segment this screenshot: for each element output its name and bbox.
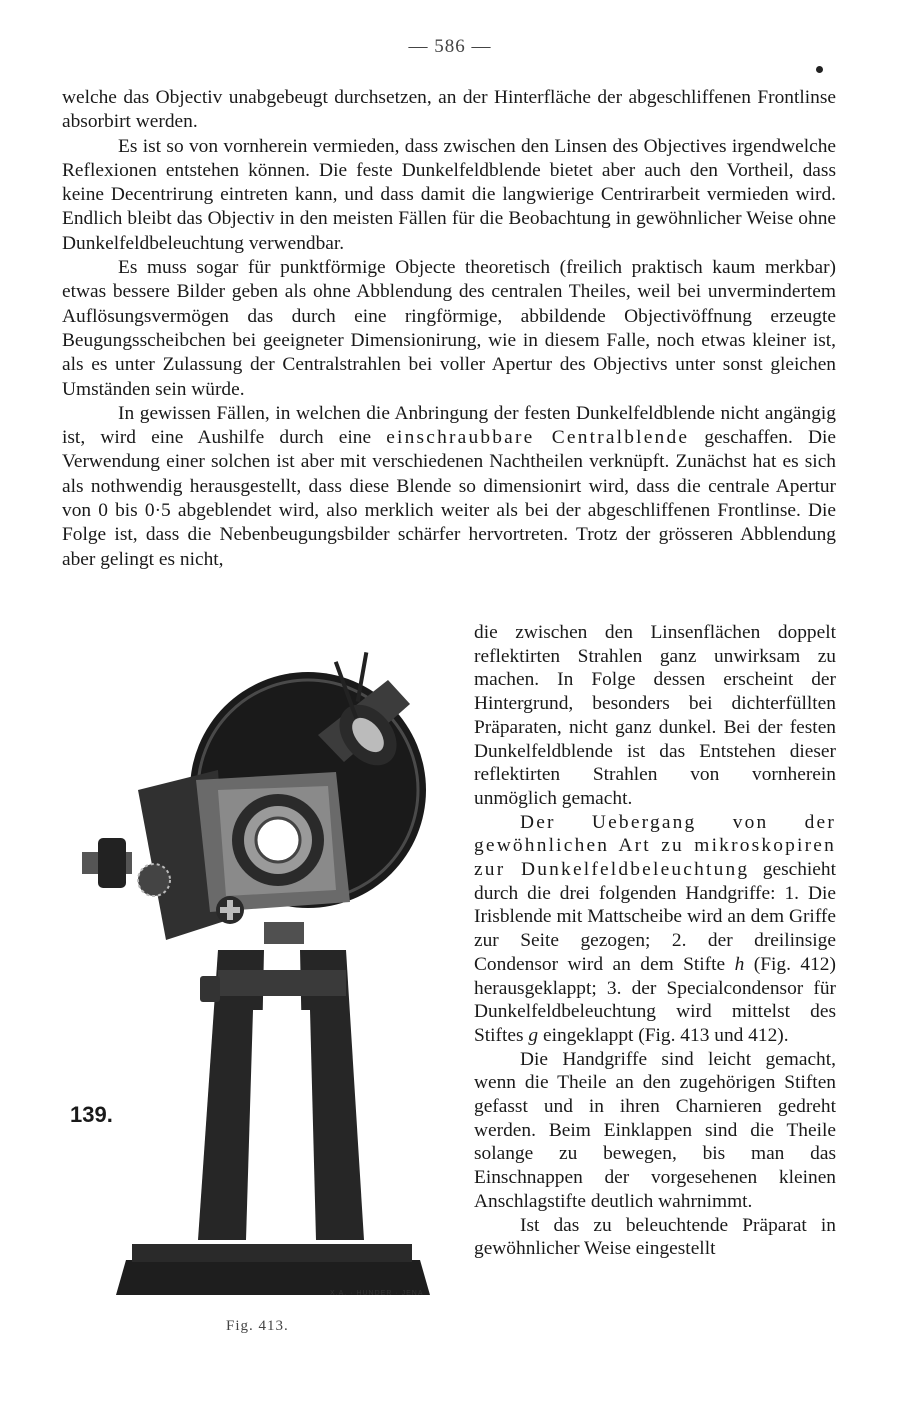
figure-number: 139. bbox=[70, 1102, 113, 1127]
right-paragraph-2-text-c: eingeklappt (Fig. 413 und 412). bbox=[542, 1024, 789, 1046]
figure-caption: Fig. 413. bbox=[226, 1318, 289, 1334]
right-paragraph-3: Die Handgriffe sind leicht gemacht, wenn die Theile an den zugehörigen Stiften gefasst und in ihren Charnieren gedreht werden. Beim Einklappen sind die Theile solange zu bewegen, bis man das Einschnappen der vorgesehenen kleinen Anschlagstifte deutlich wahrnimmt. bbox=[474, 1048, 836, 1212]
lower-knob bbox=[200, 976, 220, 1002]
gear-wheel bbox=[138, 864, 170, 896]
paragraph-2: Es ist so von vornherein vermieden, dass zwischen den Linsen des Objectives irgendwelche Reflexionen entstehen können. Die feste Dunkelfeldblende bietet aber auch den Vortheil, dass keine Decentrirung eintreten kann, und dass damit die langwierige Centrirarbeit vermieden wird. Endlich bleibt das Objectiv in den meisten Fällen für die Beobachtung in gewöhnlicher Weise ohne Dunkelfeldbeleuchtung verwendbar. bbox=[62, 135, 836, 254]
paragraph-continued: welche das Objectiv unabgebeugt durchsetzen, an der Hinterfläche der abgeschliffenen Frontlinse absorbirt werden. bbox=[62, 87, 836, 133]
paragraph-4 bbox=[62, 402, 836, 572]
objective-lens bbox=[256, 818, 300, 862]
crossbar bbox=[218, 970, 346, 996]
paragraph-4-text-b: geschaffen. Die Verwendung einer solchen ist aber mit verschiedenen Nachtheilen verknüpft. Zunächst hat es sich als nothwendig herausgestellt, dass diese Blende so dimensionirt wird, dass die centrale Apertur von 0 bis 0·5 abgeblendet wird, also merklich weiter als bei der abgeschliffenen Frontlinse. Die Folge ist, dass die Nebenbeugungsbilder schärfer hervortreten. Trotz der grösseren Abblendung aber gelingt es nicht, bbox=[62, 427, 836, 570]
microscope-illustration bbox=[68, 640, 464, 1310]
paragraph-3: Es muss sogar für punktförmige Objecte theoretisch (freilich praktisch kaum merkbar) etwas bessere Bilder geben als ohne Abblendung des centralen Theiles, weil bei unvermindertem Auflösungsvermögen das durch eine ringförmige, abbildende Objectivöffnung erzeugte Beugungsscheibchen bei geeigneter Dimensionirung, wie in diesem Falle, noch etwas kleiner ist, als es unter Zulassung der Centralstrahlen bei voller Apertur des Objectivs unter sonst gleichen Umständen sein würde. bbox=[62, 257, 836, 400]
ink-dot bbox=[816, 66, 823, 73]
right-paragraph-2 bbox=[474, 811, 836, 1048]
cross-screw-v bbox=[227, 900, 233, 920]
pillar-gap bbox=[246, 1010, 316, 1240]
paragraph-4-spaced-term: einschraubbare Centralblende bbox=[386, 427, 690, 449]
right-paragraph-2-text-b: (Fig. 412) herausgeklappt; 3. der Specialcondensor für Dunkelfeldbeleuchtung wird mittelst des Stiftes bbox=[474, 953, 836, 1046]
paragraph-4-text-a: In gewissen Fällen, in welchen die Anbringung der festen Dunkelfeldblende nicht angängig ist, wird eine Aushilfe durch eine bbox=[62, 402, 836, 449]
page-number: — 586 — bbox=[408, 36, 492, 57]
foot-plate bbox=[132, 1244, 412, 1262]
knob bbox=[98, 838, 126, 888]
right-column bbox=[474, 621, 836, 1261]
right-paragraph-1: die zwischen den Linsenflächen doppelt reflektirten Strahlen ganz unwirksam zu machen. In Folge dessen erscheint der Hintergrund, besonders bei dichterfüllten Präparaten, nicht ganz dunkel. Bei der festen Dunkelfeldblende ist das Entstehen dieser reflektirten Strahlen von vornherein unmöglich gemacht. bbox=[474, 622, 836, 809]
right-paragraph-4: Ist das zu beleuchtende Präparat in gewöhnlicher Weise eingestellt bbox=[474, 1214, 836, 1260]
upper-tab bbox=[264, 922, 304, 944]
pin-g-label: g bbox=[528, 1024, 539, 1046]
top-text-block bbox=[62, 86, 836, 572]
right-paragraph-2-spaced: Der Uebergang von der gewöhnlichen Art zu mikroskopiren zur Dunkelfeldbeleuchtung bbox=[474, 811, 836, 881]
pin-h-label: h bbox=[734, 953, 745, 975]
engraver-credit: X.A. · HUNDER · JENA bbox=[330, 1290, 424, 1297]
right-paragraph-2-text-a: geschieht durch die drei folgenden Handgriffe: 1. Die Irisblende mit Mattscheibe wird an dem Griffe zur Seite gezogen; 2. der dreilinsige Condensor wird an dem Stifte bbox=[474, 859, 836, 975]
